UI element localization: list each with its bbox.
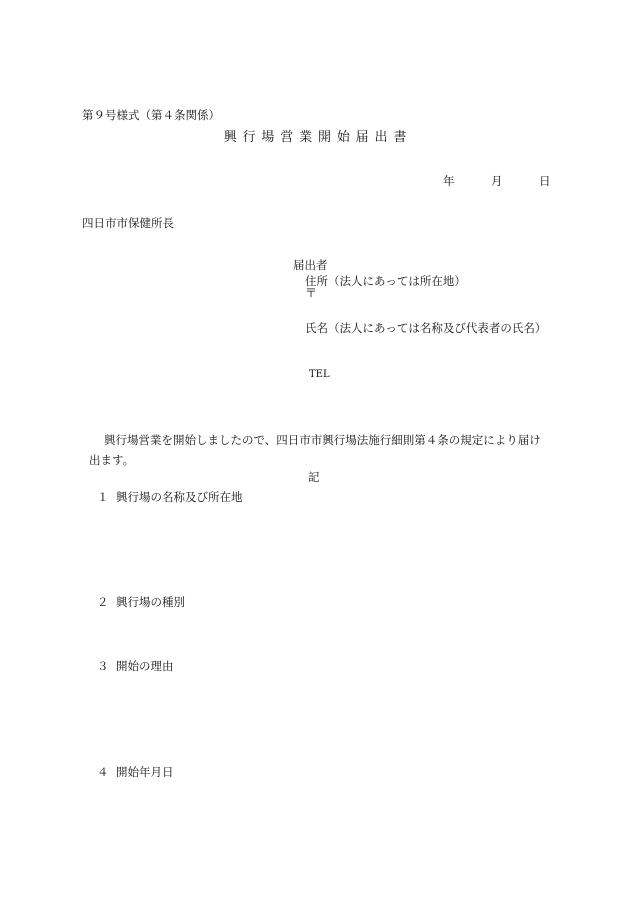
date-line: [443, 176, 551, 188]
form-number: 第９号様式（第４条関係）: [82, 108, 220, 122]
date-month-label: 月: [491, 174, 503, 188]
item-start-date: [97, 767, 174, 779]
item-label: 興行場の種別: [116, 595, 185, 609]
body-line-2: 出ます。: [89, 453, 135, 467]
date-year-label: 年: [443, 174, 455, 188]
item-type: [97, 597, 185, 609]
date-day-label: 日: [539, 174, 551, 188]
item-number: ２: [97, 595, 109, 609]
item-label: 興行場の名称及び所在地: [116, 490, 243, 504]
item-number: １: [97, 490, 109, 504]
address-label: 住所（法人にあっては所在地）: [305, 274, 466, 288]
item-reason: [97, 661, 174, 673]
postal-mark: 〒: [305, 286, 318, 300]
ki-heading: 記: [308, 470, 320, 484]
body-paragraph: [89, 430, 559, 470]
applicant-heading: 届出者: [293, 258, 328, 272]
addressee: 四日市市保健所長: [82, 216, 174, 230]
item-number: ３: [97, 659, 109, 673]
item-label: 開始年月日: [116, 765, 174, 779]
document-title: 興行場営業開始届出書: [223, 130, 413, 145]
item-name-location: [97, 492, 243, 504]
item-label: 開始の理由: [116, 659, 174, 673]
body-line-1: 興行場営業を開始しましたので、四日市市興行場法施行細則第４条の規定により届け: [104, 433, 541, 447]
item-number: ４: [97, 765, 109, 779]
tel-label: TEL: [309, 369, 330, 380]
name-label: 氏名（法人にあっては名称及び代表者の氏名）: [305, 321, 547, 335]
